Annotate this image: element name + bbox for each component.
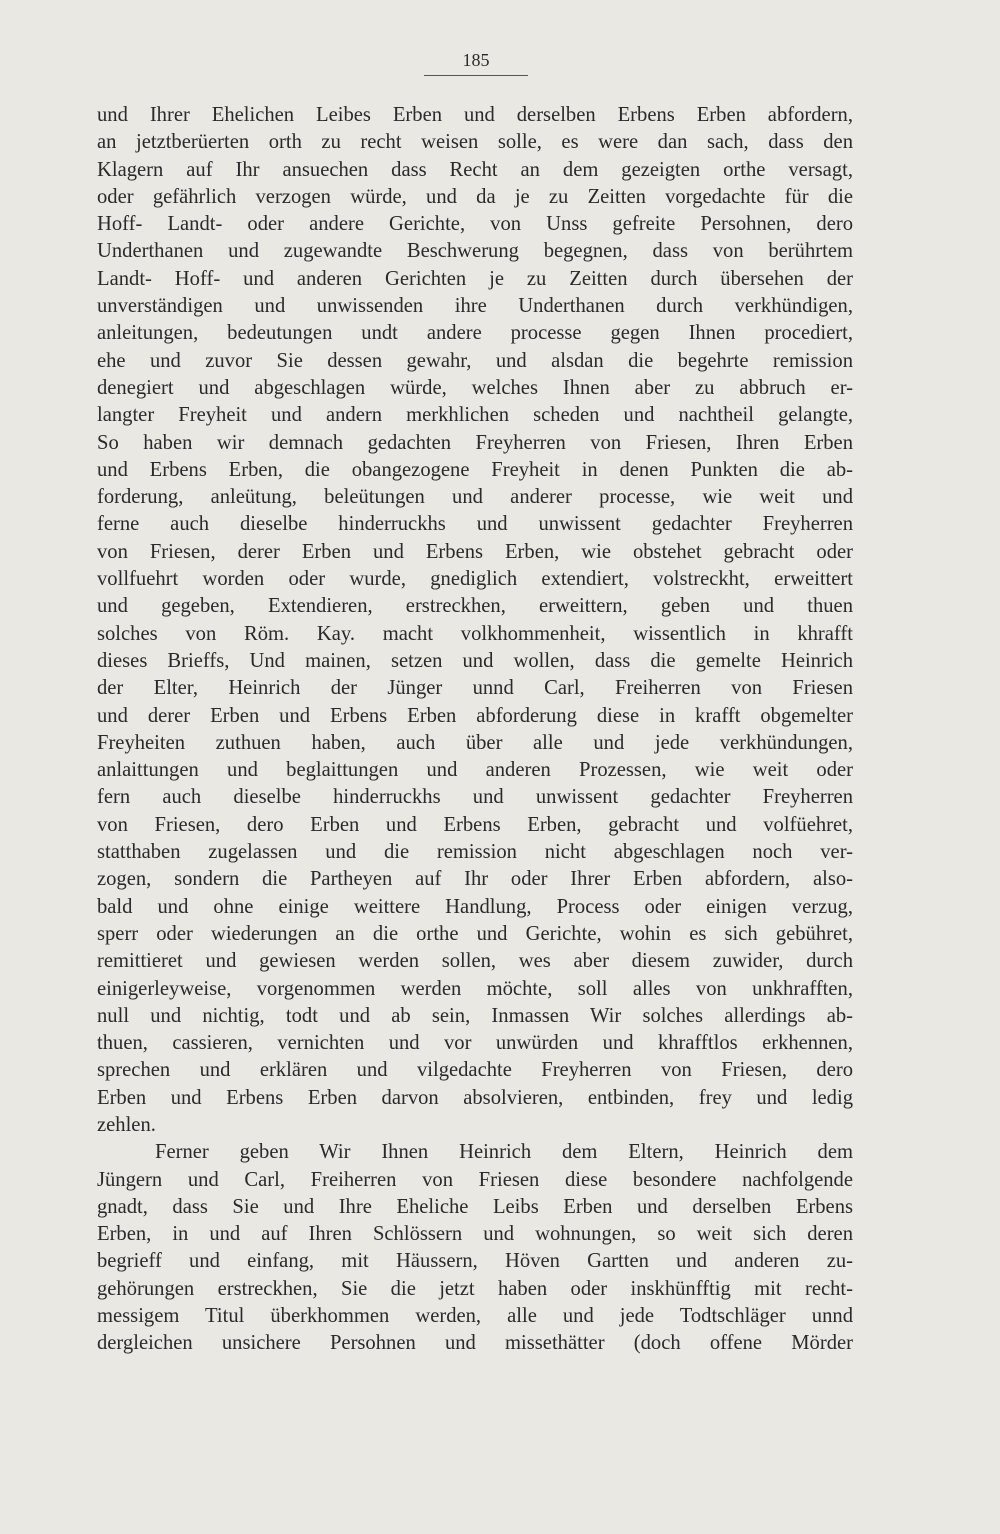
text-line: Hoff- Landt- oder andere Gerichte, von Unss gefreite Persohnen, dero bbox=[97, 213, 853, 236]
text-line: und gegeben, Extendieren, erstreckhen, erweittern, geben und thuen bbox=[97, 595, 853, 618]
text-line: Underthanen und zugewandte Beschwerung begegnen, dass von berührtem bbox=[97, 240, 853, 263]
text-line: denegiert und abgeschlagen würde, welches Ihnen aber zu abbruch er- bbox=[97, 376, 853, 399]
text-line: unverständigen und unwissenden ihre Underthanen durch verkhündigen, bbox=[97, 295, 853, 318]
text-line: begrieff und einfang, mit Häussern, Höven Gartten und anderen zu- bbox=[97, 1250, 853, 1273]
text-line: messigem Titul überkhommen werden, alle und jede Todtschläger unnd bbox=[97, 1305, 853, 1328]
text-line: Ferner geben Wir Ihnen Heinrich dem Eltern, Heinrich dem bbox=[155, 1141, 853, 1164]
text-line: von Friesen, derer Erben und Erbens Erben, wie obstehet gebracht oder bbox=[97, 540, 853, 563]
text-line: dergleichen unsichere Persohnen und missethätter (doch offene Mörder bbox=[97, 1332, 853, 1355]
text-line: zogen, sondern die Partheyen auf Ihr oder Ihrer Erben abfordern, alsо- bbox=[97, 868, 853, 891]
text-line: vollfuehrt worden oder wurde, gnediglich extendiert, volstreckht, erweittert bbox=[97, 568, 853, 591]
text-line: gnadt, dass Sie und Ihre Eheliche Leibs Erben und derselben Erbens bbox=[97, 1195, 853, 1218]
text-line: Landt- Hoff- und anderen Gerichten je zu Zeitten durch übersehen der bbox=[97, 267, 853, 290]
text-line: Jüngern und Carl, Freiherren von Friesen diese besondere nachfolgende bbox=[97, 1168, 853, 1191]
text-line: statthaben zugelassen und die remission nicht abgeschlagen noch ver- bbox=[97, 841, 853, 864]
text-line: ferne auch dieselbe hinderruckhs und unwissent gedachter Freyherren bbox=[97, 513, 853, 536]
text-line: forderung, anleütung, beleütungen und anderer processe, wie weit und bbox=[97, 486, 853, 509]
text-line: ehe und zuvor Sie dessen gewahr, und alsdan die begehrte remission bbox=[97, 349, 853, 372]
text-line: dieses Brieffs, Und mainen, setzen und wollen, dass die gemelte Heinrich bbox=[97, 649, 853, 672]
text-line: Klagern auf Ihr ansuechen dass Recht an dem gezeigten orthe versagt, bbox=[97, 158, 853, 181]
text-line: der Elter, Heinrich der Jünger unnd Carl, Freiherren von Friesen bbox=[97, 677, 853, 700]
text-line: Erben, in und auf Ihren Schlössern und wohnungen, so weit sich deren bbox=[97, 1223, 853, 1246]
body-text bbox=[97, 102, 853, 1358]
text-line: Freyheiten zuthuen haben, auch über alle und jede verkhündungen, bbox=[97, 731, 853, 754]
text-line: solches von Röm. Kay. macht volkhommenheit, wissentlich in khrafft bbox=[97, 622, 853, 645]
text-line: remittieret und gewiesen werden sollen, wes aber diesem zuwider, durch bbox=[97, 950, 853, 973]
text-line: Erben und Erbens Erben darvon absolvieren, entbinden, frey und ledig bbox=[97, 1086, 853, 1109]
text-line: langter Freyheit und andern merkhlichen scheden und nachtheil gelangte, bbox=[97, 404, 853, 427]
text-line: null und nichtig, todt und ab sein, Inmassen Wir solches allerdings ab- bbox=[97, 1004, 853, 1027]
text-line: und Ihrer Ehelichen Leibes Erben und derselben Erbens Erben abfordern, bbox=[97, 104, 853, 126]
text-line: anleitungen, bedeutungen undt andere processe gegen Ihnen procediert, bbox=[97, 322, 853, 345]
text-line: gehörungen erstreckhen, Sie die jetzt haben oder inskhünfftig mit recht- bbox=[97, 1277, 853, 1300]
text-line: fern auch dieselbe hinderruckhs und unwissent gedachter Freyherren bbox=[97, 786, 853, 809]
text-line: anlaittungen und beglaittungen und anderen Prozessen, wie weit oder bbox=[97, 759, 853, 782]
text-line: So haben wir demnach gedachten Freyherren von Friesen, Ihren Erben bbox=[97, 431, 853, 454]
text-line: thuen, cassieren, vernichten und vor unwürden und khrafftlos erkhennen, bbox=[97, 1032, 853, 1055]
text-line: und derer Erben und Erbens Erben abforderung diese in krafft obgemelter bbox=[97, 704, 853, 727]
text-line: oder gefährlich verzogen würde, und da je zu Zeitten vorgedachte für die bbox=[97, 185, 853, 208]
text-line: bald und ohne einige weittere Handlung, Process oder einigen verzug, bbox=[97, 895, 853, 918]
page-number: 185 bbox=[462, 50, 490, 70]
text-line: von Friesen, dero Erben und Erbens Erben, gebracht und volfüehret, bbox=[97, 813, 853, 836]
text-line: sprechen und erklären und vilgedachte Freyherren von Friesen, dero bbox=[97, 1059, 853, 1082]
text-line: und Erbens Erben, die obangezogene Freyheit in denen Punkten die ab- bbox=[97, 458, 853, 481]
text-line: sperr oder wiederungen an die orthe und Gerichte, wohin es sich gebühret, bbox=[97, 922, 853, 945]
text-line: zehlen. bbox=[97, 1113, 156, 1136]
text-line: einigerleyweise, vorgenommen werden möchte, soll alles von unkhrafften, bbox=[97, 977, 853, 1000]
text-line: an jetztberüerten orth zu recht weisen solle, es were dan sach, dass den bbox=[97, 131, 853, 154]
page-number-rule bbox=[424, 75, 528, 76]
